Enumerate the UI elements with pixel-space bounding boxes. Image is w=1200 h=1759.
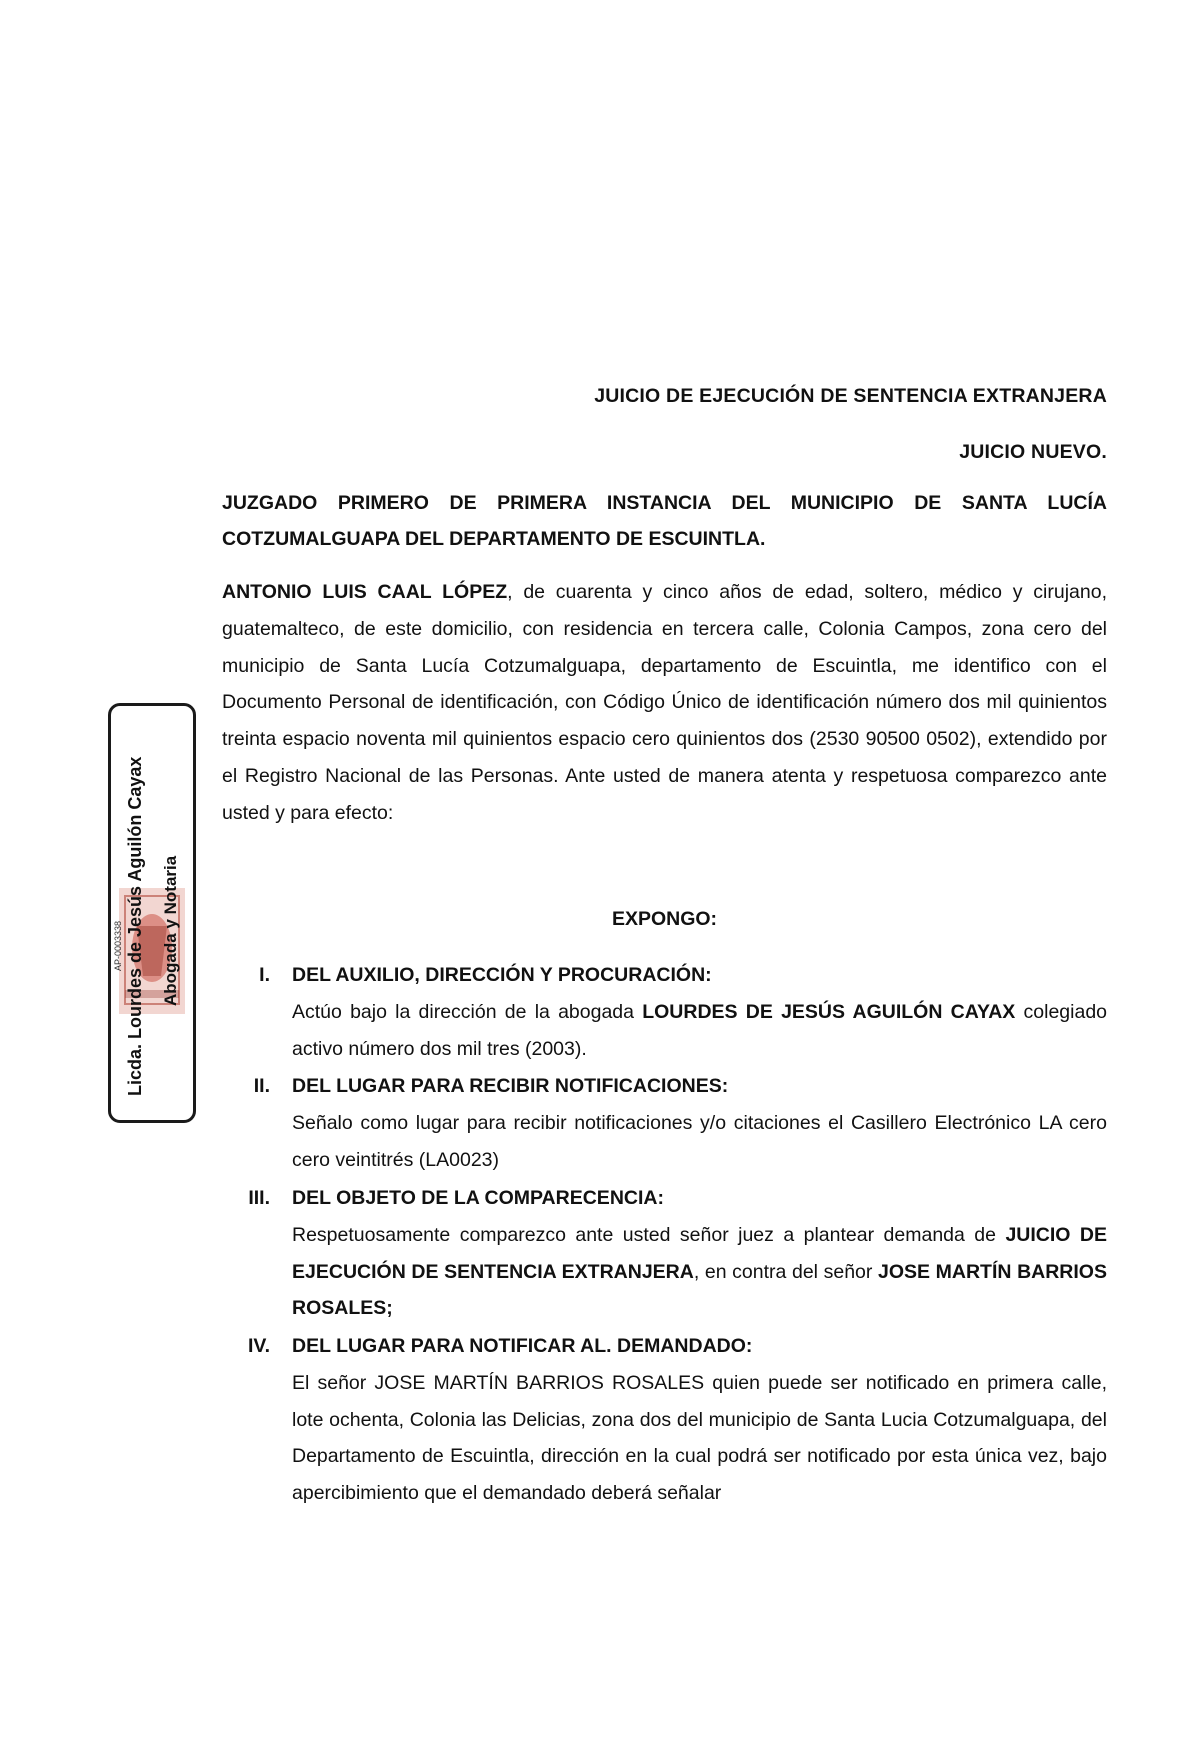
intro-text: , de cuarenta y cinco años de edad, soltero, médico y cirujano, guatemalteco, de este domicilio, con residencia en tercera calle, Colonia Campos, zona cero del municipio de Santa Lucía Cotzumalguapa, departamento de Escuintla, me identifico con el Documento Personal de identificación, con Código Único de identificación número dos mil quinientos treinta espacio noventa mil quinientos espacio cero quinientos dos (2530 90500 0502), extendido por el Registro Nacional de las Personas. Ante usted de manera atenta y respetuosa comparezco ante usted y para efecto: (222, 581, 1107, 824)
case-type: JUICIO DE EJECUCIÓN DE SENTENCIA EXTRANJERA (292, 1224, 1107, 1283)
document-subtitle: JUICIO NUEVO. (959, 441, 1107, 463)
section-body: El señor JOSE MARTÍN BARRIOS ROSALES quien puede ser notificado en primera calle, lote ochenta, Colonia las Delicias, zona dos del municipio de Santa Lucia Cotzumalguapa, del Departamento de Escuintla, dirección en la cual podrá ser notificado por esta única vez, bajo apercibimiento que el demandado deberá señalar (292, 1372, 1107, 1504)
section-title: DEL LUGAR PARA RECIBIR NOTIFICACIONES: (292, 1075, 729, 1097)
stamp-name: Licda. Lourdes de Jesús Aguilón Cayax (125, 756, 145, 1096)
section-text: , en contra del señor (693, 1260, 878, 1283)
section-title: DEL AUXILIO, DIRECCIÓN Y PROCURACIÓN: (292, 964, 712, 986)
section-body (292, 1217, 1107, 1327)
section-text: Respetuosamente comparezco ante usted señor juez a plantear demanda de (292, 1224, 1006, 1246)
expongo-heading: EXPONGO: (611, 908, 718, 930)
section-number: IV. (247, 1335, 270, 1357)
stamp-role: Abogada y Notaria (161, 855, 180, 1006)
plaintiff-name: ANTONIO LUIS CAAL LÓPEZ (222, 581, 508, 603)
document-title: JUICIO DE EJECUCIÓN DE SENTENCIA EXTRANJERA (594, 385, 1107, 407)
section-body (292, 994, 1107, 1067)
lawyer-stamp (108, 703, 196, 1123)
section-body: Señalo como lugar para recibir notificaciones y/o citaciones el Casillero Electrónico LA cero cero veintitrés (LA0023) (292, 1112, 1107, 1171)
section-title: DEL LUGAR PARA NOTIFICAR AL. DEMANDADO: (292, 1335, 753, 1357)
court-heading: JUZGADO PRIMERO DE PRIMERA INSTANCIA DEL MUNICIPIO DE SANTA LUCÍA COTZUMALGUAPA DEL DEPARTAMENTO DE ESCUINTLA. (222, 492, 1107, 550)
intro-paragraph (222, 574, 1107, 832)
section-number: II. (253, 1075, 270, 1097)
section-title: DEL OBJETO DE LA COMPARECENCIA: (292, 1187, 664, 1209)
stamp-id: AP-0003338 (113, 920, 123, 971)
defendant-name: JOSE MARTÍN BARRIOS ROSALES; (292, 1260, 1107, 1319)
section-text: Actúo bajo la dirección de la abogada (292, 1001, 643, 1023)
attorney-name: LOURDES DE JESÚS AGUILÓN CAYAX (642, 1001, 1016, 1023)
section-number: III. (248, 1187, 270, 1209)
section-number: I. (259, 964, 270, 986)
section-text: colegiado activo número dos mil tres (2003). (292, 1001, 1108, 1060)
